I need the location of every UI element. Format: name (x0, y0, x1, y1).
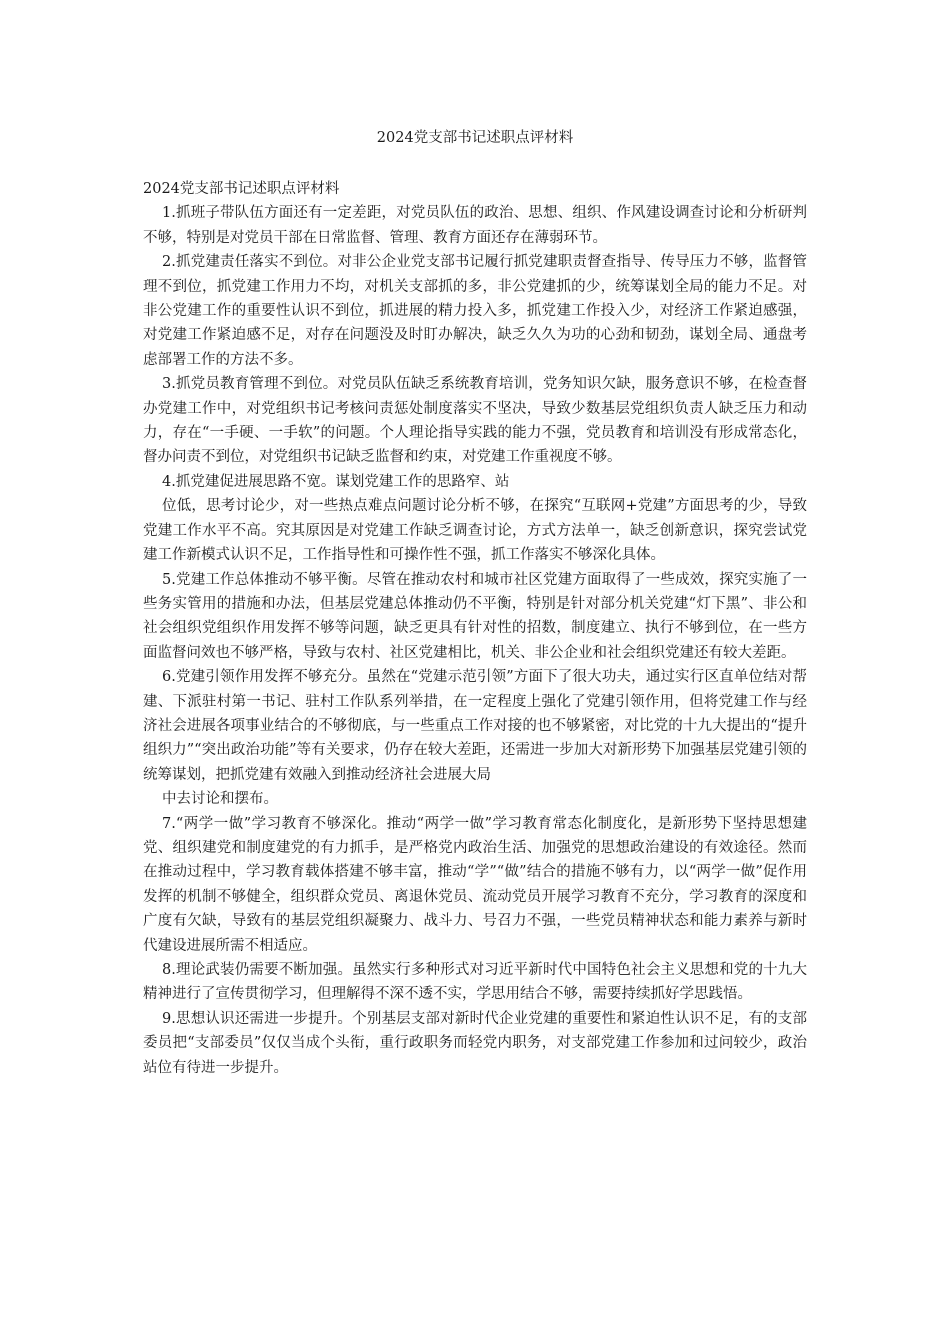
paragraph-2: 2.抓党建责任落实不到位。对非公企业党支部书记履行抓党建职责督查指导、传导压力不够，监督管理不到位，抓党建工作用力不均，对机关支部抓的多，非公党建抓的少，统筹谋划全局的能力不足。对非公党建工作的重要性认识不到位，抓进展的精力投入多，抓党建工作投入少，对经济工作紧迫感强，对党建工作紧迫感不足，对存在问题没及时盯办解决，缺乏久久为功的心劲和韧劲，谋划全局、通盘考虑部署工作的方法不多。 (143, 254, 807, 368)
paragraph-1: 1.抓班子带队伍方面还有一定差距，对党员队伍的政治、思想、组织、作风建设调查讨论和分析研判不够，特别是对党员干部在日常监督、管理、教育方面还存在薄弱环节。 (143, 205, 807, 246)
paragraph-9: 9.思想认识还需进一步提升。个别基层支部对新时代企业党建的重要性和紧迫性认识不足，有的支部委员把“支部委员”仅仅当成个头衔，重行政职务而轻党内职务，对支部党建工作参加和过问较少，政治站位有待进一步提升。 (143, 1010, 807, 1076)
paragraph-6: 6.党建引领作用发挥不够充分。虽然在“党建示范引领”方面下了很大功夫，通过实行区直单位结对帮建、下派驻村第一书记、驻村工作队系列举措，在一定程度上强化了党建引领作用，但将党建工作与经济社会进展各项事业结合的不够彻底，与一些重点工作对接的也不够紧密，对比党的十九大提出的“提升组织力”“突出政治功能”等有关要求，仍存在较大差距，还需进一步加大对新形势下加强基层党建引领的统筹谋划，把抓党建有效融入到推动经济社会进展大局 (143, 669, 807, 783)
paragraph-6-continued: 中去讨论和摆布。 (162, 791, 278, 808)
paragraph-8: 8.理论武装仍需要不断加强。虽然实行多种形式对习近平新时代中国特色社会主义思想和党的十九大精神进行了宣传贯彻学习，但理解得不深不透不实，学思用结合不够，需要持续抓好学思践悟。 (143, 962, 807, 1003)
paragraph-3: 3.抓党员教育管理不到位。对党员队伍缺乏系统教育培训，党务知识欠缺，服务意识不够，在检查督办党建工作中，对党组织书记考核问责惩处制度落实不坚决，导致少数基层党组织负责人缺乏压力和动力，存在“一手硬、一手软”的问题。个人理论指导实践的能力不强，党员教育和培训没有形成常态化，督办问责不到位，对党组织书记缺乏监督和约束，对党建工作重视度不够。 (143, 376, 807, 466)
paragraph-4-continued: 位低，思考讨论少，对一些热点难点问题讨论分析不够，在探究“互联网+党建”方面思考的少，导致党建工作水平不高。究其原因是对党建工作缺乏调查讨论，方式方法单一，缺乏创新意识，探究尝试党建工作新模式认识不足，工作指导性和可操作性不强，抓工作落实不够深化具体。 (143, 498, 807, 564)
document-subtitle: 2024党支部书记述职点评材料 (143, 181, 340, 197)
document-title: 2024党支部书记述职点评材料 (376, 130, 574, 146)
paragraph-5: 5.党建工作总体推动不够平衡。尽管在推动农村和城市社区党建方面取得了一些成效，探究实施了一些务实管用的措施和办法，但基层党建总体推动仍不平衡，特别是针对部分机关党建“灯下黑”、非公和社会组织党组织作用发挥不够等问题，缺乏更具有针对性的招数，制度建立、执行不够到位，在一些方面监督问效也不够严格，导致与农村、社区党建相比，机关、非公企业和社会组织党建还有较大差距。 (143, 571, 807, 661)
document-body (143, 177, 807, 1080)
paragraph-7: 7.“两学一做”学习教育不够深化。推动“两学一做”学习教育常态化制度化，是新形势下坚持思想建党、组织建党和制度建党的有力抓手，是严格党内政治生活、加强党的思想政治建设的有效途径。然而在推动过程中，学习教育载体搭建不够丰富，推动“学”“做”结合的措施不够有力，以“两学一做”促作用发挥的机制不够健全，组织群众党员、离退休党员、流动党员开展学习教育不充分，学习教育的深度和广度有欠缺，导致有的基层党组织凝聚力、战斗力、号召力不强，一些党员精神状态和能力素养与新时代建设进展所需不相适应。 (143, 815, 807, 954)
paragraph-4: 4.抓党建促进展思路不宽。谋划党建工作的思路窄、站 (162, 473, 510, 490)
